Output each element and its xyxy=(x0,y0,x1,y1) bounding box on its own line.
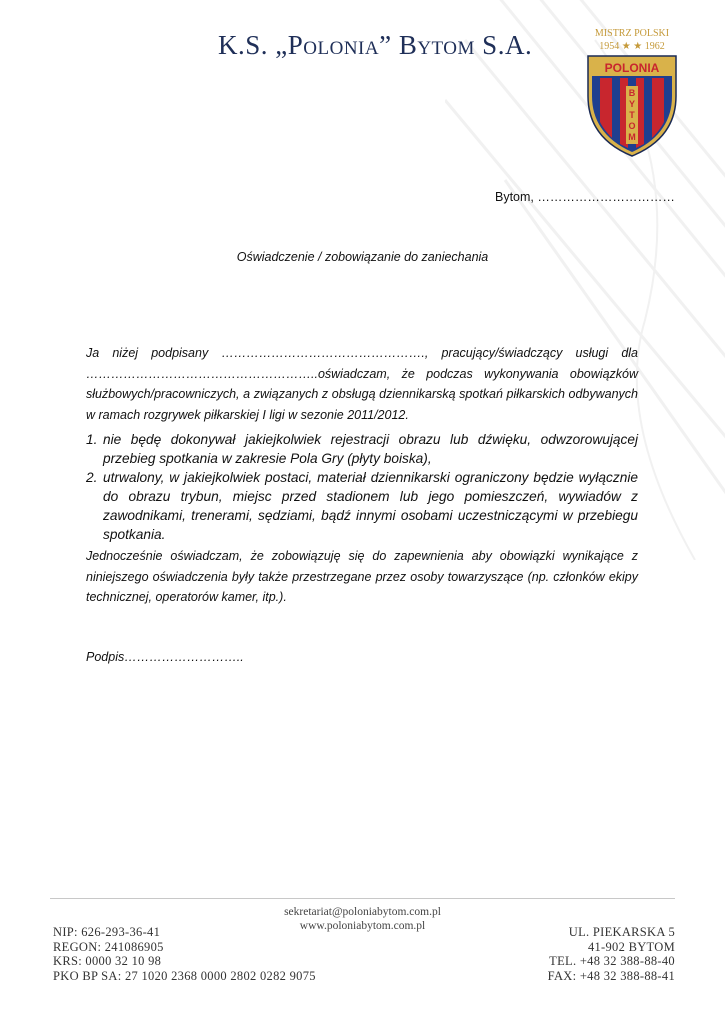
list-item-text: nie będę dokonywał jakiejkolwiek rejestracji obrazu lub dźwięku, odwzorowującej przebieg spotkania w zakresie Pola Gry (płyty boiska), xyxy=(103,432,638,466)
additional-statement: Jednocześnie oświadczam, że zobowiązuję się do zapewnienia aby obowiązki wynikające z niniejszego oświadczenia były także przestrzegane przez osoby towarzyszące (np. członków ekipy technicznej, operatorów kamer, itp.). xyxy=(86,549,638,604)
intro-line-2: ………………………………………………..oświadczam, że podczas wykonywania obowiązków xyxy=(86,366,638,381)
club-name-title: K.S. „Polonia” Bytom S.A. xyxy=(218,30,533,60)
footer-krs: KRS: 0000 32 10 98 xyxy=(53,954,162,968)
footer-nip: NIP: 626-293-36-41 xyxy=(53,925,161,939)
svg-text:O: O xyxy=(628,121,636,131)
signature-line: Podpis……………………….. xyxy=(86,650,244,664)
svg-text:M: M xyxy=(628,132,636,142)
crest-name: POLONIA xyxy=(604,61,660,75)
list-item-number: 1. xyxy=(86,432,98,447)
footer-phone: TEL. +48 32 388-88-40 xyxy=(549,954,675,968)
footer-city: 41-902 BYTOM xyxy=(587,939,675,954)
list-item-number: 2. xyxy=(86,470,98,485)
crest-years: 1954 ★ ★ 1962 xyxy=(599,41,665,52)
crest-top-text: MISTRZ POLSKI xyxy=(594,28,670,39)
svg-text:B: B xyxy=(628,88,636,98)
footer-address xyxy=(548,925,675,983)
svg-text:T: T xyxy=(629,110,635,120)
footer-divider xyxy=(50,898,675,899)
document-title: Oświadczenie / zobowiązanie do zaniechania xyxy=(236,250,489,264)
intro-paragraph xyxy=(86,343,638,425)
footer-email[interactable]: sekretariat@poloniabytom.com.pl xyxy=(284,906,441,918)
footer-website[interactable]: www.poloniabytom.com.pl xyxy=(299,920,426,932)
footer-regon: REGON: 241086905 xyxy=(53,939,164,954)
footer-street: UL. PIEKARSKA 5 xyxy=(568,925,675,939)
list-item xyxy=(86,468,638,544)
list-item xyxy=(86,430,638,468)
polonia-crest-logo xyxy=(582,26,682,158)
obligations-list xyxy=(86,430,638,544)
intro-line-3: służbowych/pracowniczych, a związanych z obsługą dziennikarską spotkań piłkarskich odbywanych xyxy=(86,387,638,401)
footer-company-ids xyxy=(53,925,316,983)
footer-fax: FAX: +48 32 388-88-41 xyxy=(547,968,675,983)
footer-bank-account: PKO BP SA: 27 1020 2368 0000 2802 0282 9075 xyxy=(53,968,316,983)
svg-text:Y: Y xyxy=(628,99,636,109)
intro-line-4: w ramach rozgrywek piłkarskiej I ligi w sezonie 2011/2012. xyxy=(86,407,409,422)
intro-line-1: Ja niżej podpisany …………………………………………., pracujący/świadczący usługi dla xyxy=(86,346,638,360)
date-line: Bytom, …………………………… xyxy=(495,190,675,204)
list-item-text: utrwalony, w jakiejkolwiek postaci, materiał dziennikarski ograniczony będzie wyłącznie do obrazu trybun, miejsc przed stadionem lub jego pomieszczeń, wywiadów z zawodnikami, trenerami, sędziami, bądź innymi osobami uczestniczącymi w przebiegu spotkania. xyxy=(103,470,638,542)
